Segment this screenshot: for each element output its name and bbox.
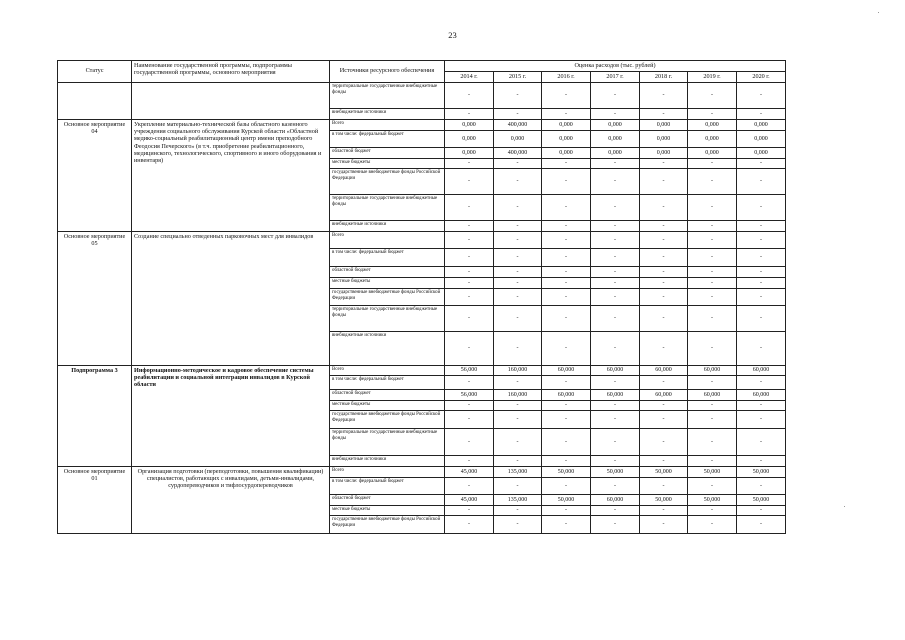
cost-value: - <box>542 159 591 169</box>
cost-value: - <box>688 401 737 411</box>
cost-value: 0,000 <box>591 131 640 148</box>
header-costs: Оценка расходов (тыс. рублей) <box>445 61 786 72</box>
cost-value: 50,000 <box>591 467 640 478</box>
funding-source: Всего <box>330 467 445 478</box>
cost-value: - <box>542 169 591 195</box>
cost-value: - <box>494 429 542 456</box>
scan-speck <box>878 12 879 13</box>
cost-value: - <box>591 278 640 289</box>
cost-value: - <box>591 506 640 516</box>
cost-value: - <box>542 109 591 120</box>
cost-value: 0,000 <box>591 120 640 131</box>
cost-value: - <box>542 249 591 267</box>
cost-value: - <box>445 278 494 289</box>
funding-source: областной бюджет <box>330 390 445 401</box>
cost-value: - <box>494 169 542 195</box>
row-status: Основное мероприятие 05 <box>58 232 132 366</box>
header-row <box>58 61 786 72</box>
funding-source: Всего <box>330 120 445 131</box>
row-status: Основное мероприятие 01 <box>58 467 132 534</box>
cost-value: - <box>494 83 542 109</box>
cost-value: 0,000 <box>640 148 688 159</box>
funding-source: областной бюджет <box>330 267 445 278</box>
cost-value: - <box>737 195 786 221</box>
cost-value: - <box>445 169 494 195</box>
cost-value: - <box>737 159 786 169</box>
header-year: 2015 г. <box>494 72 542 83</box>
cost-value: 0,000 <box>688 148 737 159</box>
funding-source: внебюджетные источники <box>330 456 445 467</box>
cost-value: - <box>542 411 591 429</box>
cost-value: - <box>542 289 591 306</box>
cost-value: 0,000 <box>494 131 542 148</box>
cost-value: - <box>640 478 688 495</box>
cost-value: 60,000 <box>591 495 640 506</box>
cost-value: - <box>640 278 688 289</box>
cost-value: - <box>494 267 542 278</box>
cost-value: - <box>640 456 688 467</box>
header-year: 2020 г. <box>737 72 786 83</box>
funding-source: государственные внебюджетные фонды Российской Федерации <box>330 411 445 429</box>
cost-value: - <box>640 221 688 232</box>
header-year: 2017 г. <box>591 72 640 83</box>
cost-value: 0,000 <box>688 131 737 148</box>
cost-value: 400,000 <box>494 120 542 131</box>
cost-value: - <box>542 332 591 366</box>
cost-value: - <box>640 506 688 516</box>
cost-value: - <box>640 195 688 221</box>
cost-value: 60,000 <box>688 390 737 401</box>
cost-value: - <box>737 267 786 278</box>
cost-value: 60,000 <box>737 390 786 401</box>
cost-value: - <box>591 289 640 306</box>
cost-value: - <box>542 221 591 232</box>
cost-value: - <box>591 332 640 366</box>
cost-value: - <box>737 289 786 306</box>
cost-value: 45,000 <box>445 467 494 478</box>
cost-value: 60,000 <box>640 366 688 376</box>
cost-value: 0,000 <box>445 120 494 131</box>
cost-value: - <box>542 516 591 534</box>
header-name: Наименование государственной программы, подпрограммы государственной программы, основного мероприятия <box>132 61 330 83</box>
cost-value: 0,000 <box>445 148 494 159</box>
cost-value: 60,000 <box>688 366 737 376</box>
cost-value: - <box>542 478 591 495</box>
cost-value: - <box>737 516 786 534</box>
cost-value: - <box>542 376 591 390</box>
cost-value: - <box>445 456 494 467</box>
cost-value: - <box>737 401 786 411</box>
cost-value: 60,000 <box>591 390 640 401</box>
funding-source: местные бюджеты <box>330 401 445 411</box>
cost-value: - <box>591 478 640 495</box>
header-year: 2016 г. <box>542 72 591 83</box>
funding-source: Всего <box>330 232 445 249</box>
cost-value: - <box>688 169 737 195</box>
funding-source: территориальные государственные внебюджетные фонды <box>330 429 445 456</box>
cost-value: - <box>688 516 737 534</box>
cost-value: - <box>445 376 494 390</box>
cost-value: - <box>591 306 640 332</box>
cost-value: - <box>494 278 542 289</box>
cost-value: - <box>542 506 591 516</box>
cost-value: - <box>494 376 542 390</box>
cost-value: - <box>494 516 542 534</box>
cost-value: - <box>640 169 688 195</box>
funding-source: областной бюджет <box>330 495 445 506</box>
cost-value: - <box>688 267 737 278</box>
cost-value: - <box>542 83 591 109</box>
cost-value: - <box>640 289 688 306</box>
row-status <box>58 83 132 120</box>
cost-value: - <box>494 506 542 516</box>
funding-source: местные бюджеты <box>330 159 445 169</box>
cost-value: - <box>494 221 542 232</box>
cost-value: - <box>445 401 494 411</box>
cost-value: - <box>591 401 640 411</box>
table-row <box>58 232 786 249</box>
cost-value: - <box>640 516 688 534</box>
cost-value: 50,000 <box>737 495 786 506</box>
cost-value: - <box>445 83 494 109</box>
cost-value: - <box>445 332 494 366</box>
funding-source: в том числе: федеральный бюджет <box>330 249 445 267</box>
funding-source: в том числе: федеральный бюджет <box>330 478 445 495</box>
row-program-name: Организация подготовки (переподготовки, повышения квалификации) специалистов, работающих с инвалидами, детьми-инвалидами, сурдопереводчиков и тифлосурдопереводчиков <box>132 467 330 534</box>
cost-value: - <box>737 429 786 456</box>
cost-value: - <box>737 249 786 267</box>
cost-value: - <box>688 478 737 495</box>
cost-value: 0,000 <box>737 120 786 131</box>
cost-value: - <box>591 221 640 232</box>
cost-value: - <box>737 232 786 249</box>
cost-value: 0,000 <box>737 131 786 148</box>
cost-value: 50,000 <box>737 467 786 478</box>
cost-value: - <box>737 411 786 429</box>
funding-source: местные бюджеты <box>330 506 445 516</box>
cost-value: - <box>445 411 494 429</box>
cost-value: 56,000 <box>445 390 494 401</box>
funding-source: местные бюджеты <box>330 278 445 289</box>
cost-value: - <box>688 456 737 467</box>
table-row <box>58 366 786 376</box>
row-program-name <box>132 83 330 120</box>
cost-value: 50,000 <box>640 495 688 506</box>
cost-value: - <box>591 195 640 221</box>
cost-value: - <box>688 506 737 516</box>
cost-value: - <box>591 83 640 109</box>
cost-value: - <box>640 376 688 390</box>
cost-value: - <box>445 249 494 267</box>
cost-value: - <box>445 516 494 534</box>
cost-value: 160,000 <box>494 390 542 401</box>
cost-value: - <box>494 332 542 366</box>
cost-value: - <box>591 109 640 120</box>
cost-value: - <box>737 376 786 390</box>
funding-source: областной бюджет <box>330 148 445 159</box>
cost-value: - <box>445 289 494 306</box>
cost-value: - <box>737 109 786 120</box>
cost-value: - <box>640 401 688 411</box>
cost-value: - <box>591 232 640 249</box>
cost-value: - <box>591 376 640 390</box>
cost-value: - <box>737 506 786 516</box>
cost-value: - <box>737 306 786 332</box>
cost-value: 0,000 <box>737 148 786 159</box>
cost-value: 0,000 <box>445 131 494 148</box>
cost-value: - <box>640 159 688 169</box>
cost-value: - <box>591 516 640 534</box>
cost-value: 50,000 <box>688 467 737 478</box>
cost-value: 50,000 <box>542 467 591 478</box>
cost-value: - <box>494 249 542 267</box>
cost-value: - <box>542 401 591 411</box>
cost-value: - <box>591 159 640 169</box>
cost-value: - <box>688 306 737 332</box>
cost-value: - <box>445 221 494 232</box>
cost-value: 0,000 <box>542 131 591 148</box>
cost-value: - <box>494 306 542 332</box>
cost-value: 60,000 <box>737 366 786 376</box>
row-status: Основное мероприятие 04 <box>58 120 132 232</box>
funding-source: территориальные государственные внебюджетные фонды <box>330 306 445 332</box>
page-number: 23 <box>448 30 457 40</box>
cost-value: - <box>737 332 786 366</box>
cost-value: 0,000 <box>542 120 591 131</box>
cost-value: 0,000 <box>640 131 688 148</box>
cost-value: 400,000 <box>494 148 542 159</box>
funding-source: внебюджетные источники <box>330 332 445 366</box>
funding-source: внебюджетные источники <box>330 221 445 232</box>
cost-value: 135,000 <box>494 495 542 506</box>
cost-value: - <box>688 221 737 232</box>
cost-value: - <box>640 332 688 366</box>
row-program-name: Создание специально отведенных парковочных мест для инвалидов <box>132 232 330 366</box>
scan-speck <box>844 506 845 507</box>
cost-value: - <box>737 278 786 289</box>
table-row <box>58 120 786 131</box>
cost-value: 50,000 <box>640 467 688 478</box>
cost-value: 60,000 <box>542 366 591 376</box>
cost-value: 0,000 <box>591 148 640 159</box>
cost-value: - <box>542 195 591 221</box>
cost-value: - <box>688 109 737 120</box>
cost-value: - <box>640 109 688 120</box>
cost-value: 160,000 <box>494 366 542 376</box>
cost-value: - <box>688 278 737 289</box>
row-program-name: Информационно-методическое и кадровое обеспечение системы реабилитации и социальной интеграции инвалидов в Курской области <box>132 366 330 467</box>
cost-value: - <box>737 456 786 467</box>
funding-source: государственные внебюджетные фонды Российской Федерации <box>330 289 445 306</box>
header-year: 2019 г. <box>688 72 737 83</box>
header-status: Статус <box>58 61 132 83</box>
funding-source: внебюджетные источники <box>330 109 445 120</box>
cost-value: - <box>688 332 737 366</box>
cost-value: - <box>445 195 494 221</box>
cost-value: - <box>494 478 542 495</box>
table-row <box>58 83 786 109</box>
cost-value: - <box>688 411 737 429</box>
funding-source: Всего <box>330 366 445 376</box>
cost-value: 0,000 <box>688 120 737 131</box>
cost-value: - <box>494 109 542 120</box>
cost-value: - <box>494 289 542 306</box>
cost-value: - <box>591 456 640 467</box>
row-status: Подпрограмма 3 <box>58 366 132 467</box>
cost-value: - <box>542 429 591 456</box>
cost-value: - <box>494 401 542 411</box>
funding-source: в том числе: федеральный бюджет <box>330 376 445 390</box>
cost-value: - <box>688 232 737 249</box>
header-year: 2014 г. <box>445 72 494 83</box>
cost-value: - <box>640 249 688 267</box>
cost-value: - <box>542 306 591 332</box>
cost-value: - <box>688 376 737 390</box>
funding-source: территориальные государственные внебюджетные фонды <box>330 195 445 221</box>
cost-value: - <box>688 289 737 306</box>
cost-value: - <box>445 478 494 495</box>
cost-value: - <box>445 232 494 249</box>
cost-value: - <box>591 429 640 456</box>
funding-source: территориальные государственные внебюджетные фонды <box>330 83 445 109</box>
cost-value: - <box>688 249 737 267</box>
funding-source: государственные внебюджетные фонды Российской Федерации <box>330 169 445 195</box>
cost-value: - <box>688 159 737 169</box>
cost-value: 50,000 <box>542 495 591 506</box>
cost-value: - <box>737 169 786 195</box>
cost-value: - <box>591 411 640 429</box>
cost-value: - <box>445 506 494 516</box>
cost-value: - <box>542 456 591 467</box>
cost-value: - <box>591 169 640 195</box>
cost-value: - <box>494 232 542 249</box>
table-row <box>58 467 786 478</box>
cost-value: - <box>737 83 786 109</box>
cost-value: - <box>494 195 542 221</box>
cost-value: - <box>640 306 688 332</box>
row-program-name: Укрепление материально-технической базы областного казенного учреждения социального обслуживания Курской области «Областной медико-социальный реабилитационный центр имени преподобного Феодосия Печерского» (в т.ч. приобретение реабилитационного, медицинского, технологического, спортивного и иного оборудования и инвентаря) <box>132 120 330 232</box>
cost-value: - <box>445 159 494 169</box>
cost-value: - <box>542 278 591 289</box>
cost-value: - <box>445 109 494 120</box>
cost-value: - <box>591 249 640 267</box>
cost-value: - <box>640 267 688 278</box>
funding-source: государственные внебюджетные фонды Российской Федерации <box>330 516 445 534</box>
cost-value: - <box>542 232 591 249</box>
cost-value: - <box>494 456 542 467</box>
cost-value: 50,000 <box>688 495 737 506</box>
header-year: 2018 г. <box>640 72 688 83</box>
header-sources: Источники ресурсного обеспечения <box>330 61 445 83</box>
cost-value: 60,000 <box>640 390 688 401</box>
cost-value: 60,000 <box>591 366 640 376</box>
cost-value: - <box>591 267 640 278</box>
cost-value: - <box>494 411 542 429</box>
cost-value: 45,000 <box>445 495 494 506</box>
cost-value: - <box>640 429 688 456</box>
cost-value: 135,000 <box>494 467 542 478</box>
cost-value: 0,000 <box>542 148 591 159</box>
cost-value: - <box>688 195 737 221</box>
cost-value: - <box>445 267 494 278</box>
budget-table <box>57 60 786 534</box>
cost-value: - <box>737 478 786 495</box>
cost-value: - <box>688 429 737 456</box>
cost-value: - <box>737 221 786 232</box>
cost-value: - <box>445 429 494 456</box>
cost-value: - <box>640 232 688 249</box>
cost-value: - <box>640 83 688 109</box>
cost-value: - <box>542 267 591 278</box>
funding-source: в том числе: федеральный бюджет <box>330 131 445 148</box>
cost-value: 0,000 <box>640 120 688 131</box>
cost-value: - <box>688 83 737 109</box>
cost-value: - <box>640 411 688 429</box>
cost-value: - <box>494 159 542 169</box>
cost-value: - <box>445 306 494 332</box>
cost-value: 56,000 <box>445 366 494 376</box>
cost-value: 60,000 <box>542 390 591 401</box>
budget-table-body <box>58 61 786 534</box>
